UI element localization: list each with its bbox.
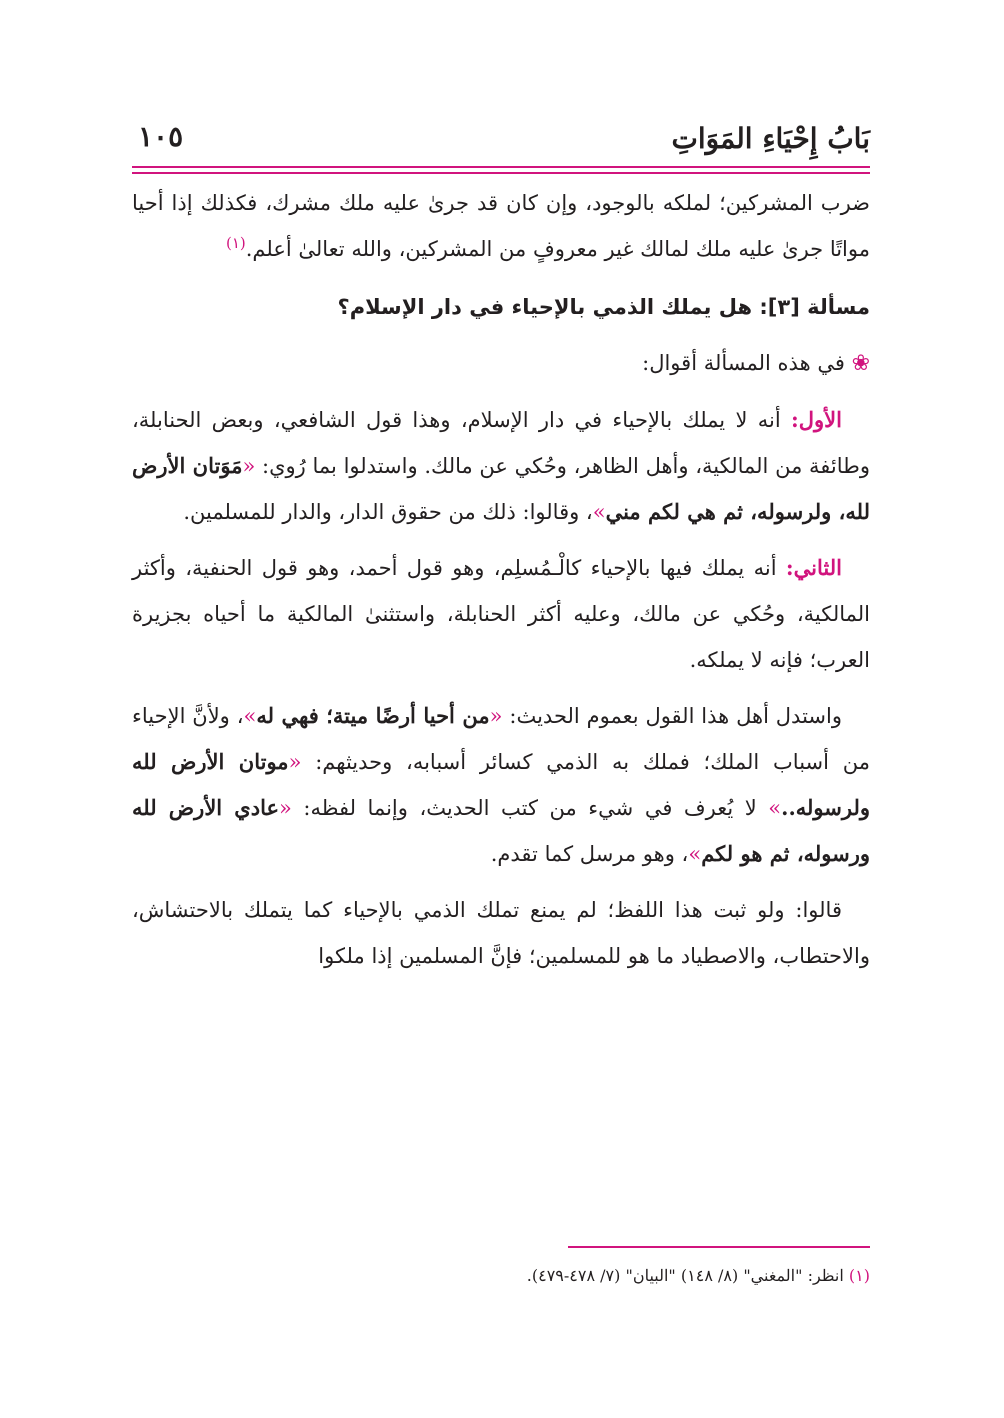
flower-icon: ❀ [851,351,870,376]
opinion-text: أنه يملك فيها بالإحياء كالْـمُسلِم، وهو قول أحمد، وهو قول الحنفية، وأكثر المالكية، وحُكي عن مالك، وعليه أكثر الحنابلة، واستثنىٰ المالكية ما أحياه بجزيرة العرب؛ فإنه لا يملكه. [132,556,870,672]
quote-mark: « [242,454,256,478]
quote-mark: » [768,796,782,820]
evidence-text: لا يُعرف في شيء من كتب الحديث، وإنما لفظه: [291,796,769,820]
header-rule-bottom [132,172,870,174]
opinion-text: ، وقالوا: ذلك من حقوق الدار، والدار للمسلمين. [183,500,593,524]
page-number: ١٠٥ [138,120,184,153]
footnote-text: انظر: [802,1266,849,1285]
evidence-text: ، وهو مرسل كما تقدم. [490,842,689,866]
paragraph-continuation [132,180,870,272]
rebuttal-paragraph [132,887,870,979]
quote-mark: » [592,500,606,524]
intro-line [132,340,870,387]
header-rule-top [132,166,870,168]
hadith-quote: عادي الأرض لله ورسوله، ثم هو لكم [132,795,870,866]
paragraph-text: ضرب المشركين؛ لملكه بالوجود، وإن كان قد جرىٰ عليه ملك مشرك، فكذلك إذا أحيا مواتًا جرىٰ عليه ملك لمالك غير معروفٍ من المشركين، والله تعالىٰ أعلم. [132,191,870,261]
footnote-source: "البيان" [625,1266,676,1285]
evidence-paragraph [132,693,870,877]
evidence-text: ، ولأنَّ الإحياء من أسباب الملك؛ فملك به الذمي كسائر أسبابه، وحديثهم: [132,704,870,774]
quote-mark: » [243,704,257,728]
opinion-second [132,545,870,683]
quote-mark: « [288,750,302,774]
footnote-reference-text: (٨/ ١٤٨) [675,1266,744,1285]
page-body [132,180,870,989]
hadith-quote: مَوَتان الأرض لله، ولرسوله، ثم هي لكم مني [132,453,870,524]
opinion-first [132,397,870,535]
footnote-reference-text: (٧/ ٤٧٨-٤٧٩). [526,1266,626,1285]
opinion-text: أنه لا يملك بالإحياء في دار الإسلام، وهذا قول الشافعي، وبعض الحنابلة، وطائفة من المالكية، وأهل الظاهر، وحُكي عن مالك. واستدلوا بما رُوي: [132,408,870,478]
evidence-text: واستدل أهل هذا القول بعموم الحديث: [502,704,842,728]
hadith-quote: من أحيا أرضًا ميتة؛ فهي له [256,703,490,728]
running-title: بَابُ إِحْيَاءِ المَوَاتِ [671,122,870,155]
quote-mark: » [688,842,702,866]
intro-text: في هذه المسألة أقوال: [642,351,845,375]
rebuttal-text: قالوا: ولو ثبت هذا اللفظ؛ لم يمنع تملك الذمي بالإحياء كما يتملك بالاحتشاش، والاحتطاب، والاصطياد ما هو للمسلمين؛ فإنَّ المسلمين إذا ملكوا [132,898,870,968]
footnote-separator [568,1246,870,1248]
issue-number: مسألة [٣]: [759,295,870,319]
footnote-source: "المغني" [743,1266,803,1285]
footnote-marker: (١) [848,1266,870,1285]
issue-heading [132,284,870,330]
quote-mark: « [279,796,292,820]
opinion-label-first: الأول: [791,407,842,432]
opinion-label-second: الثاني: [785,555,842,580]
footnote [300,1262,870,1290]
footnote-reference[interactable]: (١) [225,234,246,252]
page-header [132,118,870,168]
quote-mark: « [489,704,503,728]
issue-title: هل يملك الذمي بالإحياء في دار الإسلام؟ [337,295,753,319]
hadith-quote: موتان الأرض لله ولرسوله.. [132,749,871,820]
